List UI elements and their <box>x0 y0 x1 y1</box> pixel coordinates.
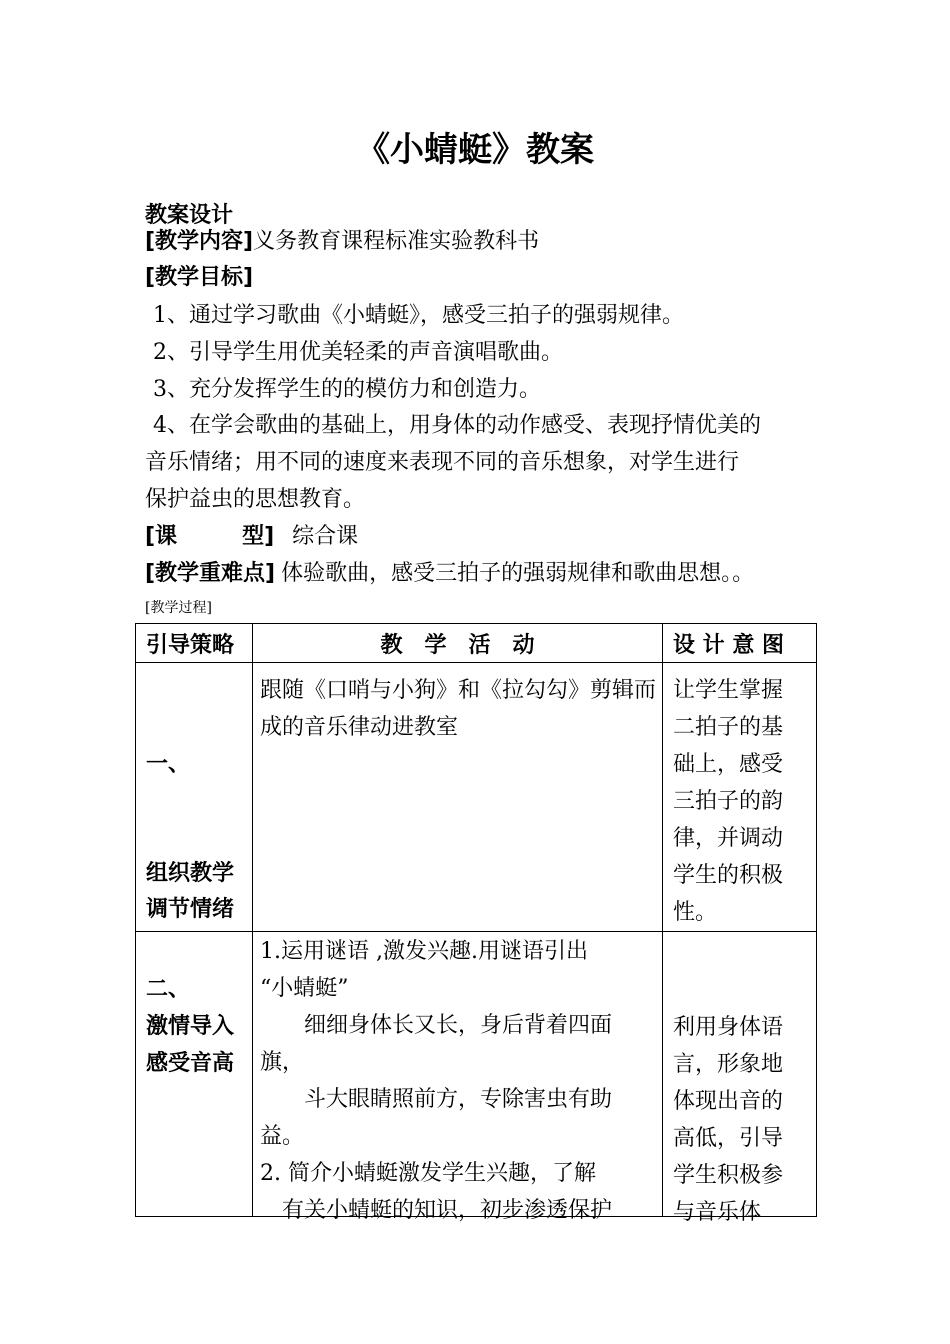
type-label-end: 型] <box>242 524 275 549</box>
goal-1: 1、通过学习歌曲《小蜻蜓》，感受三拍子的强弱规律。 <box>153 303 684 328</box>
row1-intent-line-6: 学生的积极 <box>673 863 784 888</box>
type-value: 综合课 <box>292 524 359 549</box>
row2-intent-line-6: 与音乐体 <box>673 1200 762 1225</box>
goal-4-line-3: 保护益虫的思想教育。 <box>145 487 366 512</box>
row1-strategy-line-1: 组织教学 <box>146 861 235 886</box>
row1-intent-line-3: 础上，感受 <box>673 752 784 777</box>
row1-intent-line-7: 性。 <box>673 900 718 925</box>
header-activity: 教 学 活 动 <box>253 624 663 663</box>
content-label: [教学内容] <box>145 229 254 254</box>
row2-intent-line-2: 言，形象地 <box>673 1052 784 1077</box>
table-row <box>136 932 817 1217</box>
row1-activity-cell <box>253 663 663 932</box>
row2-strategy-line-1: 二、 <box>146 977 191 1002</box>
row2-activity-line-5: 斗大眼睛照前方，专除害虫有助 <box>260 1087 613 1112</box>
design-heading: 教案设计 <box>145 203 234 228</box>
content-line <box>145 224 539 255</box>
row2-intent-line-1: 利用身体语 <box>673 1015 784 1040</box>
row2-activity-cell <box>253 932 663 1223</box>
goal-4-line-1: 4、在学会歌曲的基础上，用身体的动作感受、表现抒情优美的 <box>153 413 761 438</box>
row2-intent-cell <box>663 932 817 1225</box>
row2-intent-line-3: 体现出音的 <box>673 1089 784 1114</box>
row2-activity-line-2: “小蜻蜓” <box>260 976 349 1001</box>
goals-label: [教学目标] <box>145 265 254 290</box>
row2-activity-line-8: 有关小蜻蜓的知识，初步渗透保护 <box>260 1198 613 1223</box>
table-row <box>136 663 817 932</box>
document-title: 《小蜻蜓》教案 <box>356 130 594 170</box>
row1-strategy-line-2: 调节情绪 <box>146 897 235 922</box>
key-line <box>145 556 754 587</box>
row2-activity-line-1: 1.运用谜语 ,激发兴趣.用谜语引出 <box>260 939 588 964</box>
row1-strategy-top: 一、 <box>146 752 191 777</box>
key-label: [教学重难点] <box>145 561 276 586</box>
key-value: 体验歌曲，感受三拍子的强弱规律和歌曲思想。。 <box>281 561 755 586</box>
goal-4-line-2: 音乐情绪；用不同的速度来表现不同的音乐想象，对学生进行 <box>145 450 740 475</box>
row2-strategy-cell <box>136 932 253 1217</box>
row2-activity-line-6: 益。 <box>260 1124 305 1149</box>
row1-intent-line-2: 二拍子的基 <box>673 715 784 740</box>
row1-activity-line-2: 成的音乐律动进教室 <box>260 715 459 740</box>
row1-intent-line-4: 三拍子的韵 <box>673 789 784 814</box>
row1-intent-line-5: 律，并调动 <box>673 826 784 851</box>
row1-strategy-cell <box>136 663 253 932</box>
row2-strategy-line-3: 感受音高 <box>146 1051 235 1076</box>
type-label-start: [课 <box>145 524 178 549</box>
row1-intent-line-1: 让学生掌握 <box>673 678 784 703</box>
row2-activity-line-3: 细细身体长又长，身后背着四面 <box>260 1013 613 1038</box>
goal-3: 3、充分发挥学生的的模仿力和创造力。 <box>153 377 541 402</box>
type-line <box>145 519 358 550</box>
row2-activity-line-7: 2. 简介小蜻蜓激发学生兴趣，了解 <box>260 1161 596 1186</box>
table-header-row <box>136 624 817 663</box>
row1-activity-line-1: 跟随《口哨与小狗》和《拉勾勾》剪辑而 <box>260 678 657 703</box>
header-intent: 设 计 意 图 <box>663 624 817 663</box>
content-value: 义务教育课程标准实验教科书 <box>253 229 540 254</box>
row2-activity-line-4: 旗， <box>260 1050 305 1075</box>
row2-intent-line-5: 学生积极参 <box>673 1163 784 1188</box>
row2-intent-line-4: 高低，引导 <box>673 1126 784 1151</box>
row2-strategy-line-2: 激情导入 <box>146 1014 235 1039</box>
goal-2: 2、引导学生用优美轻柔的声音演唱歌曲。 <box>153 340 563 365</box>
row1-intent-cell <box>663 663 817 932</box>
process-label: [教学过程] <box>145 600 212 616</box>
lesson-process-table <box>135 623 817 1225</box>
header-strategy: 引导策略 <box>136 624 253 663</box>
